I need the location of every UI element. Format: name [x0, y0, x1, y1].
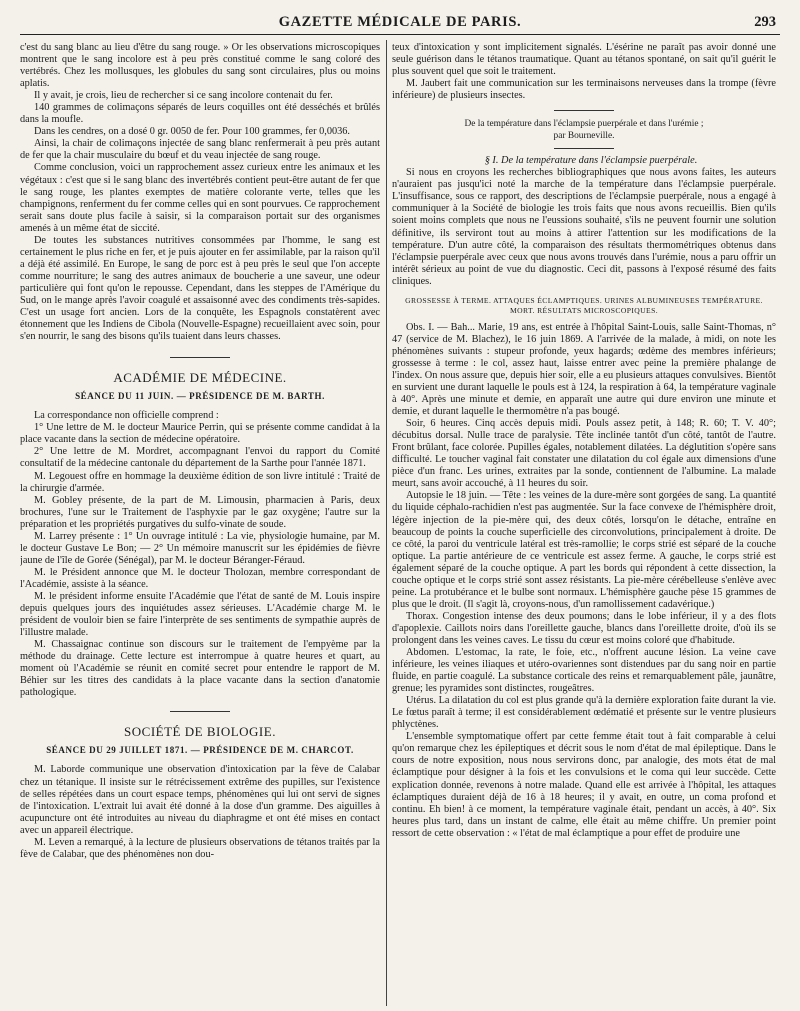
section-title-academie: ACADÉMIE DE MÉDECINE.: [113, 370, 287, 386]
paragraph: 2° Une lettre de M. Mordret, accompagnant l'envoi du rapport du Comité consultatif de la médecine cantonale du département de la Sarthe pour l'année 1871.: [20, 446, 380, 470]
paragraph: Soir, 6 heures. Cinq accès depuis midi. Pouls assez petit, à 148; R. 60; T. V. 40°; décubitus dorsal. Nulle trace de paralysie. Tête inclinée tantôt d'un côté, tantôt de l'autre. Front brûlant, face colorée. Pupilles égales, notablement dilatées. La déglutition s'opère sans difficulté. Le toucher vaginal fait constater une dilatation du col égale aux dimensions d'une pièce d'un franc. Les urines, extraites par la sonde, contiennent de l'albumine. La malade meurt, sans avoir accouché, à 11 heures du soir.: [392, 418, 776, 490]
divider: [554, 148, 614, 149]
paragraph: Il y avait, je crois, lieu de rechercher si ce sang incolore contenait du fer.: [34, 90, 333, 102]
divider: [554, 110, 614, 111]
paragraph: Abdomen. L'estomac, la rate, le foie, etc., n'offrent aucune lésion. La veine cave inférieure, les veines iliaques et utéro-ovariennes sont distendues par du sang noir en partie fluide, en partie coagulé. La substance corticale des reins et remarquablement pâle, jaunâtre, grenue; les pyramides sont distinctes, rougeâtres.: [392, 647, 776, 695]
paragraph: c'est du sang blanc au lieu d'être du sang rouge. » Or les observations microscopiques montrent que le sang incolore est à peu près constitué comme le sang coloré des vertébrés. Chez les mollusques, les globules du sang sont circulaires, plus ou moins aplatis.: [20, 42, 380, 90]
paragraph: Utérus. La dilatation du col est plus grande qu'à la dernière exploration faite durant la vie. Le fœtus paraît à terme; il est considérablement œdématié et présente sur le ventre plusieurs phlyctènes.: [392, 695, 776, 731]
right-column: [392, 42, 776, 1004]
article-title: De la température dans l'éclampsie puerpérale et dans l'urémie ; par Bourneville.: [464, 119, 704, 141]
paragraph: Thorax. Congestion intense des deux poumons; dans le lobe inférieur, il y a des flots d'apoplexie. Caillots noirs dans l'oreillette gauche, blancs dans l'oreillette droite, d'où ils se prolongent dans les veines caves. Le tissu du cœur est moins coloré que d'habitude.: [392, 610, 776, 646]
article-author: par Bourneville.: [553, 130, 615, 141]
paragraph: M. Chassaignac continue son discours sur le traitement de l'empyème par la méthode du drainage. Cette lecture est interrompue à quatre heures et quart, au moment où l'Académie se réunit en comité secret pour entendre le rapport de M. Béhier sur les titres des candidats à la place vacante dans la section d'anatomie pathologique.: [20, 639, 380, 699]
paragraph: M. Laborde communique une observation d'intoxication par la fève de Calabar chez un tétanique. Il insiste sur le rétrécissement extrême des pupilles, sur l'existence de selles répétées dans un court espace temps, phénomènes qui lui ont servi de signes de l'intoxication. L'extrait lui avait été donné à la dose d'un gramme. Des aiguilles à acupuncture ont été introduites au niveau du diaphragme et ont été mises en contact avec un appareil électrique.: [20, 764, 380, 836]
paragraph: M. le Président annonce que M. le docteur Tholozan, membre correspondant de l'Académie, assiste à la séance.: [20, 566, 380, 590]
divider: [170, 711, 230, 712]
paragraph: Dans les cendres, on a dosé 0 gr. 0050 de fer. Pour 100 grammes, fer 0,0036.: [34, 126, 350, 138]
section-heading: § I. De la température dans l'éclampsie puerpérale.: [484, 155, 698, 167]
paragraph: De toutes les substances nutritives consommées par l'homme, le sang est certainement le plus riche en fer, et je puis ajouter en fer assimilable, par la raison qu'il a déjà été assimilé. En Europe, le sang de porc est à peu près le seul que l'on accepte comme nourriture; le sang des autres animaux de boucherie a une saveur, une odeur particulière qui font qu'on le repousse. Cependant, dans les steppes de l'Amérique du Sud, on le mange après l'avoir coagulé et assaisonné avec des condiments très-sapides. C'est un usage fort ancien. Lors de la conquête, les Espagnols constatèrent avec étonnement que les Indiens de Cibola (Nouvelle-Espagne) recueillaient avec soin, pour s'en nourrir, le sang des bisons qu'ils tuaient dans leurs chasses.: [20, 234, 380, 343]
left-column: [20, 42, 380, 1004]
paragraph: M. Legouest offre en hommage la deuxième édition de son livre intitulé : Traité de la chirurgie d'armée.: [20, 470, 380, 494]
observation-heading: GROSSESSE À TERME. ATTAQUES ÉCLAMPTIQUES. URINES ALBUMINEUSES TEMPÉRATURE. MORT. RÉSULTATS MICROSCOPIQUES.: [405, 295, 763, 315]
column-divider: [386, 40, 387, 1006]
paragraph: M. Jaubert fait une communication sur les terminaisons nerveuses dans la trompe (fèvre inférieure) de plusieurs insectes.: [392, 78, 776, 102]
paragraph: Obs. I. — Bah... Marie, 19 ans, est entrée à l'hôpital Saint-Louis, salle Saint-Thomas, n° 47 (service de M. Blachez), le 16 juin 1869. A l'arrivée de la malade, à midi, on note les phénomènes suivants : stupeur profonde, yeux hagards; œdème des membres inférieurs; grossesse à terme : le col, assez haut, laisse entrer avec peine la première phalange de l'index. On nous assure que, depuis hier soir, elle a eu plusieurs attaques convulsives. Bientôt en survient une durant laquelle le pouls est à 124, la respiration à 64, la température vaginale à 40°. Après une minute et demie, en apparaît une autre qui dure environ une minute et demie, et durant laquelle le thermomètre n'a pas bougé.: [392, 321, 776, 418]
running-title: GAZETTE MÉDICALE DE PARIS.: [278, 14, 522, 30]
paragraph: 1° Une lettre de M. le docteur Maurice Perrin, qui se présente comme candidat à la place vacante dans la section de médecine opératoire.: [20, 422, 380, 446]
paragraph: Comme conclusion, voici un rapprochement assez curieux entre les animaux et les végétaux : c'est que si le sang blanc des invertébrés contient peut-être autant de fer que le sang rouge, les plantes exemptes de matière colorante verte, telles que les champignons, renferment du fer comme celles qui en sont pourvues. Ce rapprochement serait sans doute plus facile à saisir, si la comparaison portait sur des organismes amenés à un même état de siccité.: [20, 162, 380, 234]
page-header: [20, 12, 780, 35]
paragraph: teux d'intoxication y sont implicitement signalés. L'ésérine ne paraît pas avoir donné une seule guérison dans le tétanos traumatique. Quant au tétanos spontané, on sait qu'il guérit le plus souvent quel que soit le traitement.: [392, 42, 776, 78]
section-title-biologie: SOCIÉTÉ DE BIOLOGIE.: [124, 724, 276, 740]
paragraph: M. le président informe ensuite l'Académie que l'état de santé de M. Louis inspire depuis quelques jours des inquiétudes assez sérieuses. L'Académie charge M. le président de vouloir bien se faire l'interprète de ses sentiments de sympathie auprès de l'illustre malade.: [20, 590, 380, 639]
seance-line: SÉANCE DU 29 JUILLET 1871. — PRÉSIDENCE DE M. CHARCOT.: [46, 745, 354, 756]
paragraph: La correspondance non officielle comprend :: [34, 410, 219, 422]
paragraph: L'ensemble symptomatique offert par cette femme était tout à fait comparable à celui qu'on remarque chez les épileptiques et décrit sous le nom d'état de mal épileptique. Dans le cours de notre exposition, nous nous servirons donc, par analogie, des mots état de mal éclamptique pour désigner à la fois et les convulsions et le coma qui leur succède. Cette explication donnée, revenons à notre malade. Quand elle est arrivée à l'hôpital, les attaques éclamptiques duraient déjà de 16 à 18 heures; il y avait, en outre, un coma profond et continu. Eh bien! à ce moment, la température vaginale était, pendant un accès, à 40°. Six heures plus tard, dans un instant de calme, elle était au même chiffre. Un premier point ressort de cette observation : « l'état de mal éclamptique a pour effet de produire une: [392, 731, 776, 839]
paragraph: Ainsi, la chair de colimaçons injectée de sang blanc renfermerait à peu près autant de fer que la chair musculaire du bœuf et du veau injectée de sang rouge.: [20, 138, 380, 162]
paragraph: 140 grammes de colimaçons séparés de leurs coquilles ont été desséchés et brûlés dans la moufle.: [20, 102, 380, 126]
page-number: 293: [754, 14, 776, 30]
paragraph: Si nous en croyons les recherches bibliographiques que nous avons faites, les auteurs n'auraient pas jusqu'ici noté la marche de la température dans l'éclampsie puerpérale. L'insuffisance, sous ce rapport, des descriptions de l'éclampsie puerpérale, nous a engagé à communiquer à la Société de biologie les trois faits que nous avons recueillis. Bien qu'ils soient moins complets que nous ne l'eussions souhaité, s'ils ne peuvent fournir une solution définitive, ils serviront tout au moins à attirer l'attention sur les modifications de la température. D'un autre côté, la comparaison des résultats thermométriques obtenus dans l'éclampsie puerpérale avec ceux que nous avons trouvés dans l'urémie, nous a paru offrir un intérêt sérieux au point de vue du diagnostic. Ceci dit, passons à l'exposé résumé des faits cliniques.: [392, 167, 776, 287]
paragraph: M. Gobley présente, de la part de M. Limousin, pharmacien à Paris, deux brochures, l'une sur le Traitement de l'asphyxie par le gaz oxygène; l'autre sur la préparation et les propriétés purgatives du sulfo-vinate de soude.: [20, 494, 380, 530]
paragraph: M. Larrey présente : 1° Un ouvrage intitulé : La vie, physiologie humaine, par M. le docteur Gustave Le Bon; — 2° Un mémoire manuscrit sur les épidémies de fièvre jaune de l'île de Gorée (Sénégal), par M. le docteur Béranger-Féraud.: [20, 530, 380, 566]
divider: [170, 357, 230, 358]
seance-line: SÉANCE DU 11 JUIN. — PRÉSIDENCE DE M. BARTH.: [75, 391, 325, 402]
paragraph: M. Leven a remarqué, à la lecture de plusieurs observations de tétanos traités par la fève de Calabar, que des phénomènes non dou-: [20, 836, 380, 860]
paragraph: Autopsie le 18 juin. — Tête : les veines de la dure-mère sont gorgées de sang. La quantité du liquide céphalo-rachidien n'est pas augmentée. Sur la face convexe de l'hémisphère droit, légère injection de la pie-mère qui, des deux côtés, lorsqu'on le détache, entraîne en beaucoup de points la couche superficielle des circonvolutions, principalement à droite. De ce côté, la paroi du ventricule latéral est très-ramollie; le corps strié est séparé de la couche optique. La partie antérieure de ce ventricule est assez ferme. A gauche, le corps strié est également séparé de la couche optique. A part les bords qui répondent à cette dissection, la couche optique et le corps strié sont assez résistants. La pie-mère cérébelleuse s'enlève avec peine. La protubérance et le bulbe sont normaux. L'hémisphère gauche pèse 15 grammes de plus que le droit. (Il s'agit là, croyons-nous, d'un ramollissement cadavérique.): [392, 490, 776, 610]
